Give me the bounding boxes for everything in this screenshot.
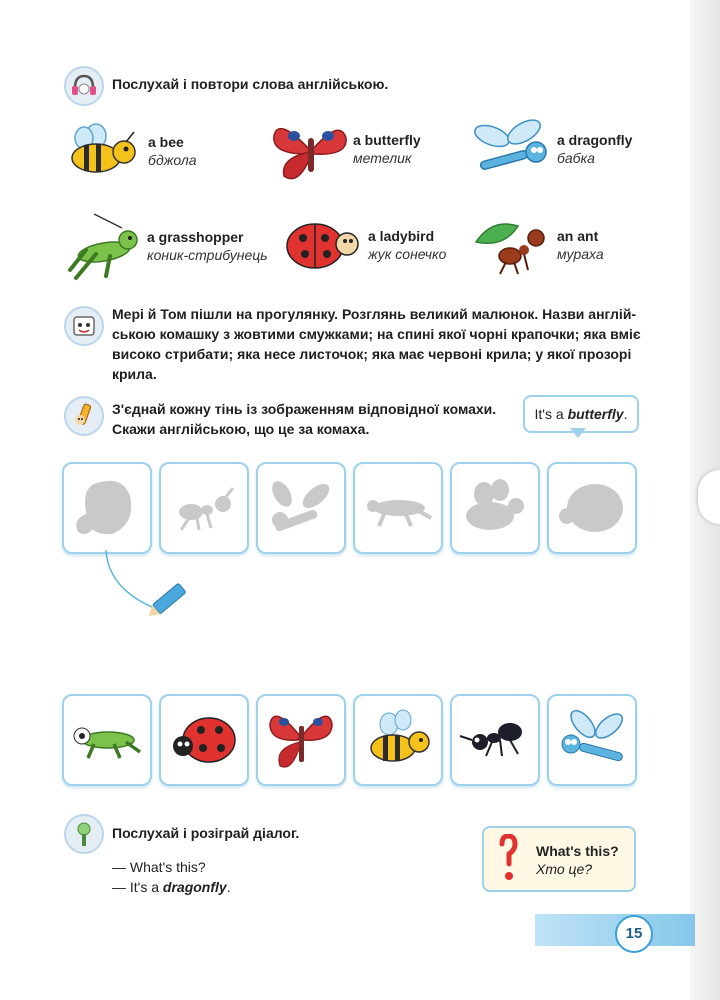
word-bee (148, 133, 197, 169)
picture-card-ladybird[interactable] (159, 694, 249, 786)
butterfly-picture (270, 114, 350, 191)
shadow-card-ant[interactable] (159, 462, 249, 554)
dialog-answer (112, 877, 231, 897)
dialog-answer-word: dragonfly (162, 879, 227, 895)
ladybird-picture (285, 216, 363, 277)
shadow-card-ladybird[interactable] (547, 462, 637, 554)
dialog-answer-prefix: — It's a (112, 879, 163, 895)
butterfly-icon (258, 696, 344, 784)
bee-icon (355, 696, 441, 784)
shadow-card-grasshopper[interactable] (353, 462, 443, 554)
ladybird-icon (161, 696, 247, 784)
butterfly-shadow-icon (64, 464, 150, 552)
bubble-tail (570, 428, 586, 438)
picture-card-ant[interactable] (450, 694, 540, 786)
dragonfly-shadow-icon (258, 464, 344, 552)
shadow-card-dragonfly[interactable] (256, 462, 346, 554)
bee-picture (66, 122, 142, 183)
bubble-suffix: . (623, 406, 628, 422)
dragonfly-icon (549, 696, 635, 784)
question-card-ua: Хто це? (536, 861, 593, 877)
word-butterfly-en: a butterfly (353, 132, 421, 148)
word-ladybird (368, 227, 446, 263)
grasshopper-icon (64, 696, 150, 784)
section1-instruction: Послухай і повтори слова англійською. (112, 76, 389, 92)
word-butterfly-ua: метелик (353, 150, 412, 166)
bubble-word: butterfly (567, 406, 624, 422)
section3-line-1: З'єднай кожну тінь із зображенням відповідної комахи. (112, 401, 497, 417)
word-grasshopper (147, 228, 268, 264)
pencil-icon (64, 396, 104, 436)
dialog-question: — What's this? (112, 859, 206, 875)
word-dragonfly-en: a dragonfly (557, 132, 633, 148)
example-connect-line (100, 548, 200, 628)
word-bee-en: a bee (148, 134, 184, 150)
word-dragonfly-ua: бабка (557, 150, 595, 166)
section4-instruction: Послухай і розіграй діалог. (112, 825, 300, 841)
headphones-icon (64, 66, 104, 106)
question-mark-icon (498, 834, 518, 884)
grasshopper-shadow-icon (355, 464, 441, 552)
grasshopper-picture (66, 210, 146, 287)
word-grasshopper-en: a grasshopper (147, 229, 244, 245)
picture-card-butterfly[interactable] (256, 694, 346, 786)
section2-line-4: крила. (112, 366, 157, 382)
flower-microphone-icon (64, 814, 104, 854)
word-ladybird-en: a ladybird (368, 228, 435, 244)
section2-line-2: ською комашку з жовтими смужками; на спині якої чорні крапочки; яка вміє (112, 326, 641, 342)
picture-card-bee[interactable] (353, 694, 443, 786)
word-butterfly (353, 131, 421, 167)
question-card (482, 826, 636, 892)
page-number: 15 (615, 915, 653, 953)
section3-line-2: Скажи англійською, що це за комаха. (112, 421, 370, 437)
talking-book-icon (64, 306, 104, 346)
dialog-answer-suffix: . (226, 879, 231, 895)
word-ant-en: an ant (557, 228, 599, 244)
picture-card-grasshopper[interactable] (62, 694, 152, 786)
word-bee-ua: бджола (148, 152, 197, 168)
section3-instruction (112, 399, 496, 439)
bee-shadow-icon (452, 464, 538, 552)
section2-text (112, 304, 652, 384)
ant-shadow-icon (161, 464, 247, 552)
word-ant (557, 227, 604, 263)
shadow-card-butterfly[interactable] (62, 462, 152, 554)
ant-icon (452, 696, 538, 784)
ladybird-shadow-icon (549, 464, 635, 552)
word-ladybird-ua: жук сонечко (368, 246, 447, 262)
question-card-en: What's this? (536, 843, 619, 859)
shadow-card-bee[interactable] (450, 462, 540, 554)
picture-card-dragonfly[interactable] (547, 694, 637, 786)
bubble-prefix: It's a (534, 406, 568, 422)
ant-picture (472, 212, 552, 281)
word-ant-ua: мураха (557, 246, 604, 262)
section2-line-1: Мері й Том пішли на прогулянку. Розглянь великий малюнок. Назви англій- (112, 306, 637, 322)
word-grasshopper-ua: коник-стрибунець (147, 247, 268, 263)
dragonfly-picture (470, 116, 554, 187)
section2-line-3: високо стрибати; яка несе листочок; яка має червоні крила; у якої прозорі (112, 346, 632, 362)
word-dragonfly (557, 131, 632, 167)
dialog-lines (112, 857, 231, 897)
